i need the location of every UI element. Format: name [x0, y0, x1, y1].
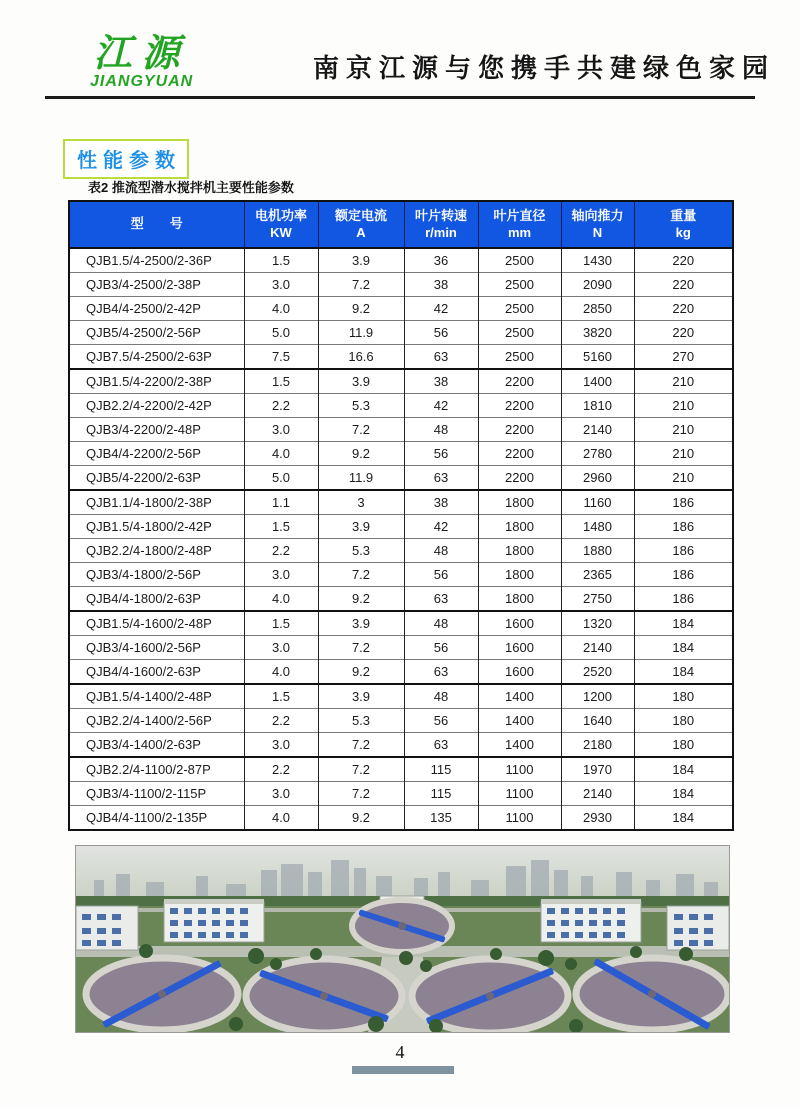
model-cell: QJB4/4-1100/2-135P [69, 806, 244, 831]
col-header-label: 叶片转速 [414, 207, 467, 223]
model-cell: QJB1.1/4-1800/2-38P [69, 490, 244, 515]
section-title: 性能参数 [63, 139, 189, 179]
value-cell: 2780 [561, 442, 634, 466]
value-cell: 1200 [561, 684, 634, 709]
value-cell: 48 [404, 418, 478, 442]
value-cell: 2090 [561, 273, 634, 297]
model-cell: QJB3/4-2200/2-48P [69, 418, 244, 442]
model-cell: QJB2.2/4-1400/2-56P [69, 709, 244, 733]
value-cell: 63 [404, 660, 478, 685]
value-cell: 56 [404, 321, 478, 345]
value-cell: 2180 [561, 733, 634, 758]
col-header-unit: N [592, 224, 603, 240]
value-cell: 1160 [561, 490, 634, 515]
value-cell: 63 [404, 345, 478, 370]
value-cell: 11.9 [318, 321, 404, 345]
model-cell: QJB4/4-2200/2-56P [69, 442, 244, 466]
value-cell: 16.6 [318, 345, 404, 370]
value-cell: 3.0 [244, 782, 318, 806]
table-row [69, 321, 733, 345]
value-cell: 9.2 [318, 587, 404, 612]
value-cell: 1600 [478, 636, 561, 660]
value-cell: 2200 [478, 394, 561, 418]
value-cell: 2140 [561, 636, 634, 660]
value-cell: 2200 [478, 442, 561, 466]
col-header-axial-thrust [561, 201, 634, 248]
value-cell: 1320 [561, 611, 634, 636]
value-cell: 5160 [561, 345, 634, 370]
value-cell: 115 [404, 782, 478, 806]
col-header-label: 叶片直径 [493, 207, 546, 223]
table-row [69, 587, 733, 612]
value-cell: 1480 [561, 515, 634, 539]
value-cell: 4.0 [244, 587, 318, 612]
model-cell: QJB3/4-1800/2-56P [69, 563, 244, 587]
model-cell: QJB2.2/4-2200/2-42P [69, 394, 244, 418]
value-cell: 9.2 [318, 806, 404, 831]
table-row [69, 709, 733, 733]
value-cell: 2.2 [244, 539, 318, 563]
value-cell: 7.2 [318, 418, 404, 442]
col-header-blade-diameter [478, 201, 561, 248]
footer-bar [352, 1066, 454, 1074]
table-row [69, 248, 733, 273]
table-row [69, 466, 733, 491]
value-cell: 1400 [478, 684, 561, 709]
model-cell: QJB3/4-1400/2-63P [69, 733, 244, 758]
value-cell: 38 [404, 369, 478, 394]
value-cell: 135 [404, 806, 478, 831]
value-cell: 3.0 [244, 733, 318, 758]
value-cell: 1100 [478, 782, 561, 806]
col-header-unit: A [356, 224, 366, 240]
value-cell: 2930 [561, 806, 634, 831]
value-cell: 1430 [561, 248, 634, 273]
value-cell: 2200 [478, 466, 561, 491]
table-row [69, 660, 733, 685]
value-cell: 186 [634, 490, 733, 515]
model-cell: QJB7.5/4-2500/2-63P [69, 345, 244, 370]
col-header-label: 电机功率 [254, 207, 307, 223]
table-row [69, 515, 733, 539]
value-cell: 210 [634, 369, 733, 394]
table-row [69, 394, 733, 418]
model-cell: QJB5/4-2200/2-63P [69, 466, 244, 491]
value-cell: 7.2 [318, 757, 404, 782]
value-cell: 186 [634, 563, 733, 587]
value-cell: 2140 [561, 418, 634, 442]
model-cell: QJB1.5/4-2200/2-38P [69, 369, 244, 394]
model-cell: QJB3/4-1600/2-56P [69, 636, 244, 660]
value-cell: 3.0 [244, 563, 318, 587]
value-cell: 2500 [478, 273, 561, 297]
value-cell: 210 [634, 418, 733, 442]
spec-table-body [69, 248, 733, 830]
value-cell: 1100 [478, 757, 561, 782]
value-cell: 186 [634, 515, 733, 539]
col-header-label: 型 号 [130, 216, 183, 232]
value-cell: 56 [404, 442, 478, 466]
model-cell: QJB3/4-1100/2-115P [69, 782, 244, 806]
value-cell: 1.5 [244, 515, 318, 539]
value-cell: 36 [404, 248, 478, 273]
value-cell: 1.5 [244, 684, 318, 709]
model-cell: QJB1.5/4-1400/2-48P [69, 684, 244, 709]
value-cell: 180 [634, 684, 733, 709]
table-row [69, 297, 733, 321]
model-cell: QJB1.5/4-1800/2-42P [69, 515, 244, 539]
spec-table-header [69, 201, 733, 248]
header-divider [45, 96, 755, 99]
value-cell: 1800 [478, 539, 561, 563]
plant-photo-art [76, 846, 729, 1032]
table-row [69, 369, 733, 394]
value-cell: 5.3 [318, 539, 404, 563]
value-cell: 1800 [478, 563, 561, 587]
value-cell: 2500 [478, 297, 561, 321]
value-cell: 2500 [478, 321, 561, 345]
plant-photo [75, 845, 730, 1033]
logo-chinese-text: 江源 [93, 30, 190, 75]
page-number: 4 [395, 1042, 405, 1062]
model-cell: QJB4/4-1600/2-63P [69, 660, 244, 685]
value-cell: 2.2 [244, 757, 318, 782]
table-row [69, 442, 733, 466]
value-cell: 3.9 [318, 611, 404, 636]
model-cell: QJB4/4-2500/2-42P [69, 297, 244, 321]
value-cell: 220 [634, 273, 733, 297]
value-cell: 7.2 [318, 733, 404, 758]
value-cell: 3 [318, 490, 404, 515]
value-cell: 4.0 [244, 442, 318, 466]
value-cell: 1970 [561, 757, 634, 782]
value-cell: 42 [404, 515, 478, 539]
value-cell: 4.0 [244, 806, 318, 831]
value-cell: 1400 [478, 733, 561, 758]
value-cell: 2365 [561, 563, 634, 587]
model-cell: QJB3/4-2500/2-38P [69, 273, 244, 297]
value-cell: 220 [634, 297, 733, 321]
col-header-unit: r/min [425, 224, 457, 240]
value-cell: 184 [634, 636, 733, 660]
value-cell: 5.3 [318, 394, 404, 418]
value-cell: 186 [634, 587, 733, 612]
value-cell: 1800 [478, 490, 561, 515]
value-cell: 48 [404, 611, 478, 636]
value-cell: 2.2 [244, 709, 318, 733]
value-cell: 220 [634, 321, 733, 345]
value-cell: 1.5 [244, 611, 318, 636]
table-row [69, 733, 733, 758]
table-row [69, 418, 733, 442]
value-cell: 220 [634, 248, 733, 273]
col-header-unit: kg [675, 224, 691, 240]
value-cell: 3.9 [318, 248, 404, 273]
table-row [69, 345, 733, 370]
value-cell: 186 [634, 539, 733, 563]
value-cell: 7.5 [244, 345, 318, 370]
value-cell: 9.2 [318, 660, 404, 685]
value-cell: 1100 [478, 806, 561, 831]
value-cell: 180 [634, 733, 733, 758]
value-cell: 56 [404, 563, 478, 587]
value-cell: 2200 [478, 418, 561, 442]
value-cell: 56 [404, 636, 478, 660]
value-cell: 2140 [561, 782, 634, 806]
value-cell: 270 [634, 345, 733, 370]
value-cell: 42 [404, 297, 478, 321]
header-slogan: 南京江源与您携手共建绿色家园 [313, 54, 776, 84]
company-logo [90, 30, 194, 91]
value-cell: 7.2 [318, 563, 404, 587]
value-cell: 38 [404, 273, 478, 297]
table-row [69, 806, 733, 831]
value-cell: 7.2 [318, 636, 404, 660]
value-cell: 7.2 [318, 273, 404, 297]
col-header-label: 额定电流 [334, 207, 387, 223]
value-cell: 3.9 [318, 369, 404, 394]
value-cell: 56 [404, 709, 478, 733]
value-cell: 3.0 [244, 636, 318, 660]
table-row [69, 273, 733, 297]
value-cell: 3.0 [244, 273, 318, 297]
value-cell: 184 [634, 757, 733, 782]
table-row [69, 490, 733, 515]
model-cell: QJB2.2/4-1800/2-48P [69, 539, 244, 563]
value-cell: 5.3 [318, 709, 404, 733]
model-cell: QJB2.2/4-1100/2-87P [69, 757, 244, 782]
value-cell: 3.9 [318, 684, 404, 709]
table-row [69, 611, 733, 636]
value-cell: 180 [634, 709, 733, 733]
value-cell: 9.2 [318, 297, 404, 321]
value-cell: 2200 [478, 369, 561, 394]
model-cell: QJB1.5/4-1600/2-48P [69, 611, 244, 636]
value-cell: 3.0 [244, 418, 318, 442]
value-cell: 184 [634, 611, 733, 636]
value-cell: 5.0 [244, 321, 318, 345]
col-header-blade-speed [404, 201, 478, 248]
model-cell: QJB4/4-1800/2-63P [69, 587, 244, 612]
value-cell: 2520 [561, 660, 634, 685]
value-cell: 2.2 [244, 394, 318, 418]
value-cell: 4.0 [244, 660, 318, 685]
value-cell: 1800 [478, 587, 561, 612]
table-row [69, 782, 733, 806]
value-cell: 1.1 [244, 490, 318, 515]
value-cell: 7.2 [318, 782, 404, 806]
table-row [69, 539, 733, 563]
value-cell: 11.9 [318, 466, 404, 491]
value-cell: 63 [404, 733, 478, 758]
value-cell: 2850 [561, 297, 634, 321]
col-header-label: 重量 [670, 207, 697, 223]
spec-table [68, 200, 734, 831]
model-cell: QJB1.5/4-2500/2-36P [69, 248, 244, 273]
col-header-motor-power [244, 201, 318, 248]
value-cell: 3.9 [318, 515, 404, 539]
value-cell: 2500 [478, 345, 561, 370]
value-cell: 2750 [561, 587, 634, 612]
value-cell: 210 [634, 394, 733, 418]
table-row [69, 684, 733, 709]
value-cell: 63 [404, 587, 478, 612]
value-cell: 1640 [561, 709, 634, 733]
value-cell: 1800 [478, 515, 561, 539]
value-cell: 210 [634, 442, 733, 466]
value-cell: 1.5 [244, 248, 318, 273]
value-cell: 2960 [561, 466, 634, 491]
col-header-model [69, 201, 244, 248]
col-header-weight [634, 201, 733, 248]
model-cell: QJB5/4-2500/2-56P [69, 321, 244, 345]
value-cell: 3820 [561, 321, 634, 345]
col-header-unit: mm [507, 224, 532, 240]
value-cell: 210 [634, 466, 733, 491]
value-cell: 38 [404, 490, 478, 515]
value-cell: 1.5 [244, 369, 318, 394]
table-row [69, 636, 733, 660]
value-cell: 42 [404, 394, 478, 418]
value-cell: 4.0 [244, 297, 318, 321]
value-cell: 1810 [561, 394, 634, 418]
table-caption: 表2 推流型潜水搅拌机主要性能参数 [88, 180, 294, 195]
value-cell: 48 [404, 539, 478, 563]
col-header-unit: KW [270, 224, 292, 240]
value-cell: 48 [404, 684, 478, 709]
value-cell: 1600 [478, 660, 561, 685]
value-cell: 184 [634, 806, 733, 831]
value-cell: 115 [404, 757, 478, 782]
value-cell: 9.2 [318, 442, 404, 466]
value-cell: 1600 [478, 611, 561, 636]
value-cell: 184 [634, 782, 733, 806]
value-cell: 2500 [478, 248, 561, 273]
value-cell: 184 [634, 660, 733, 685]
value-cell: 1400 [478, 709, 561, 733]
value-cell: 1880 [561, 539, 634, 563]
value-cell: 5.0 [244, 466, 318, 491]
table-row [69, 757, 733, 782]
value-cell: 1400 [561, 369, 634, 394]
logo-latin-text: JIANGYUAN [90, 73, 194, 90]
col-header-label: 轴向推力 [571, 207, 624, 223]
col-header-rated-current [318, 201, 404, 248]
value-cell: 63 [404, 466, 478, 491]
table-row [69, 563, 733, 587]
